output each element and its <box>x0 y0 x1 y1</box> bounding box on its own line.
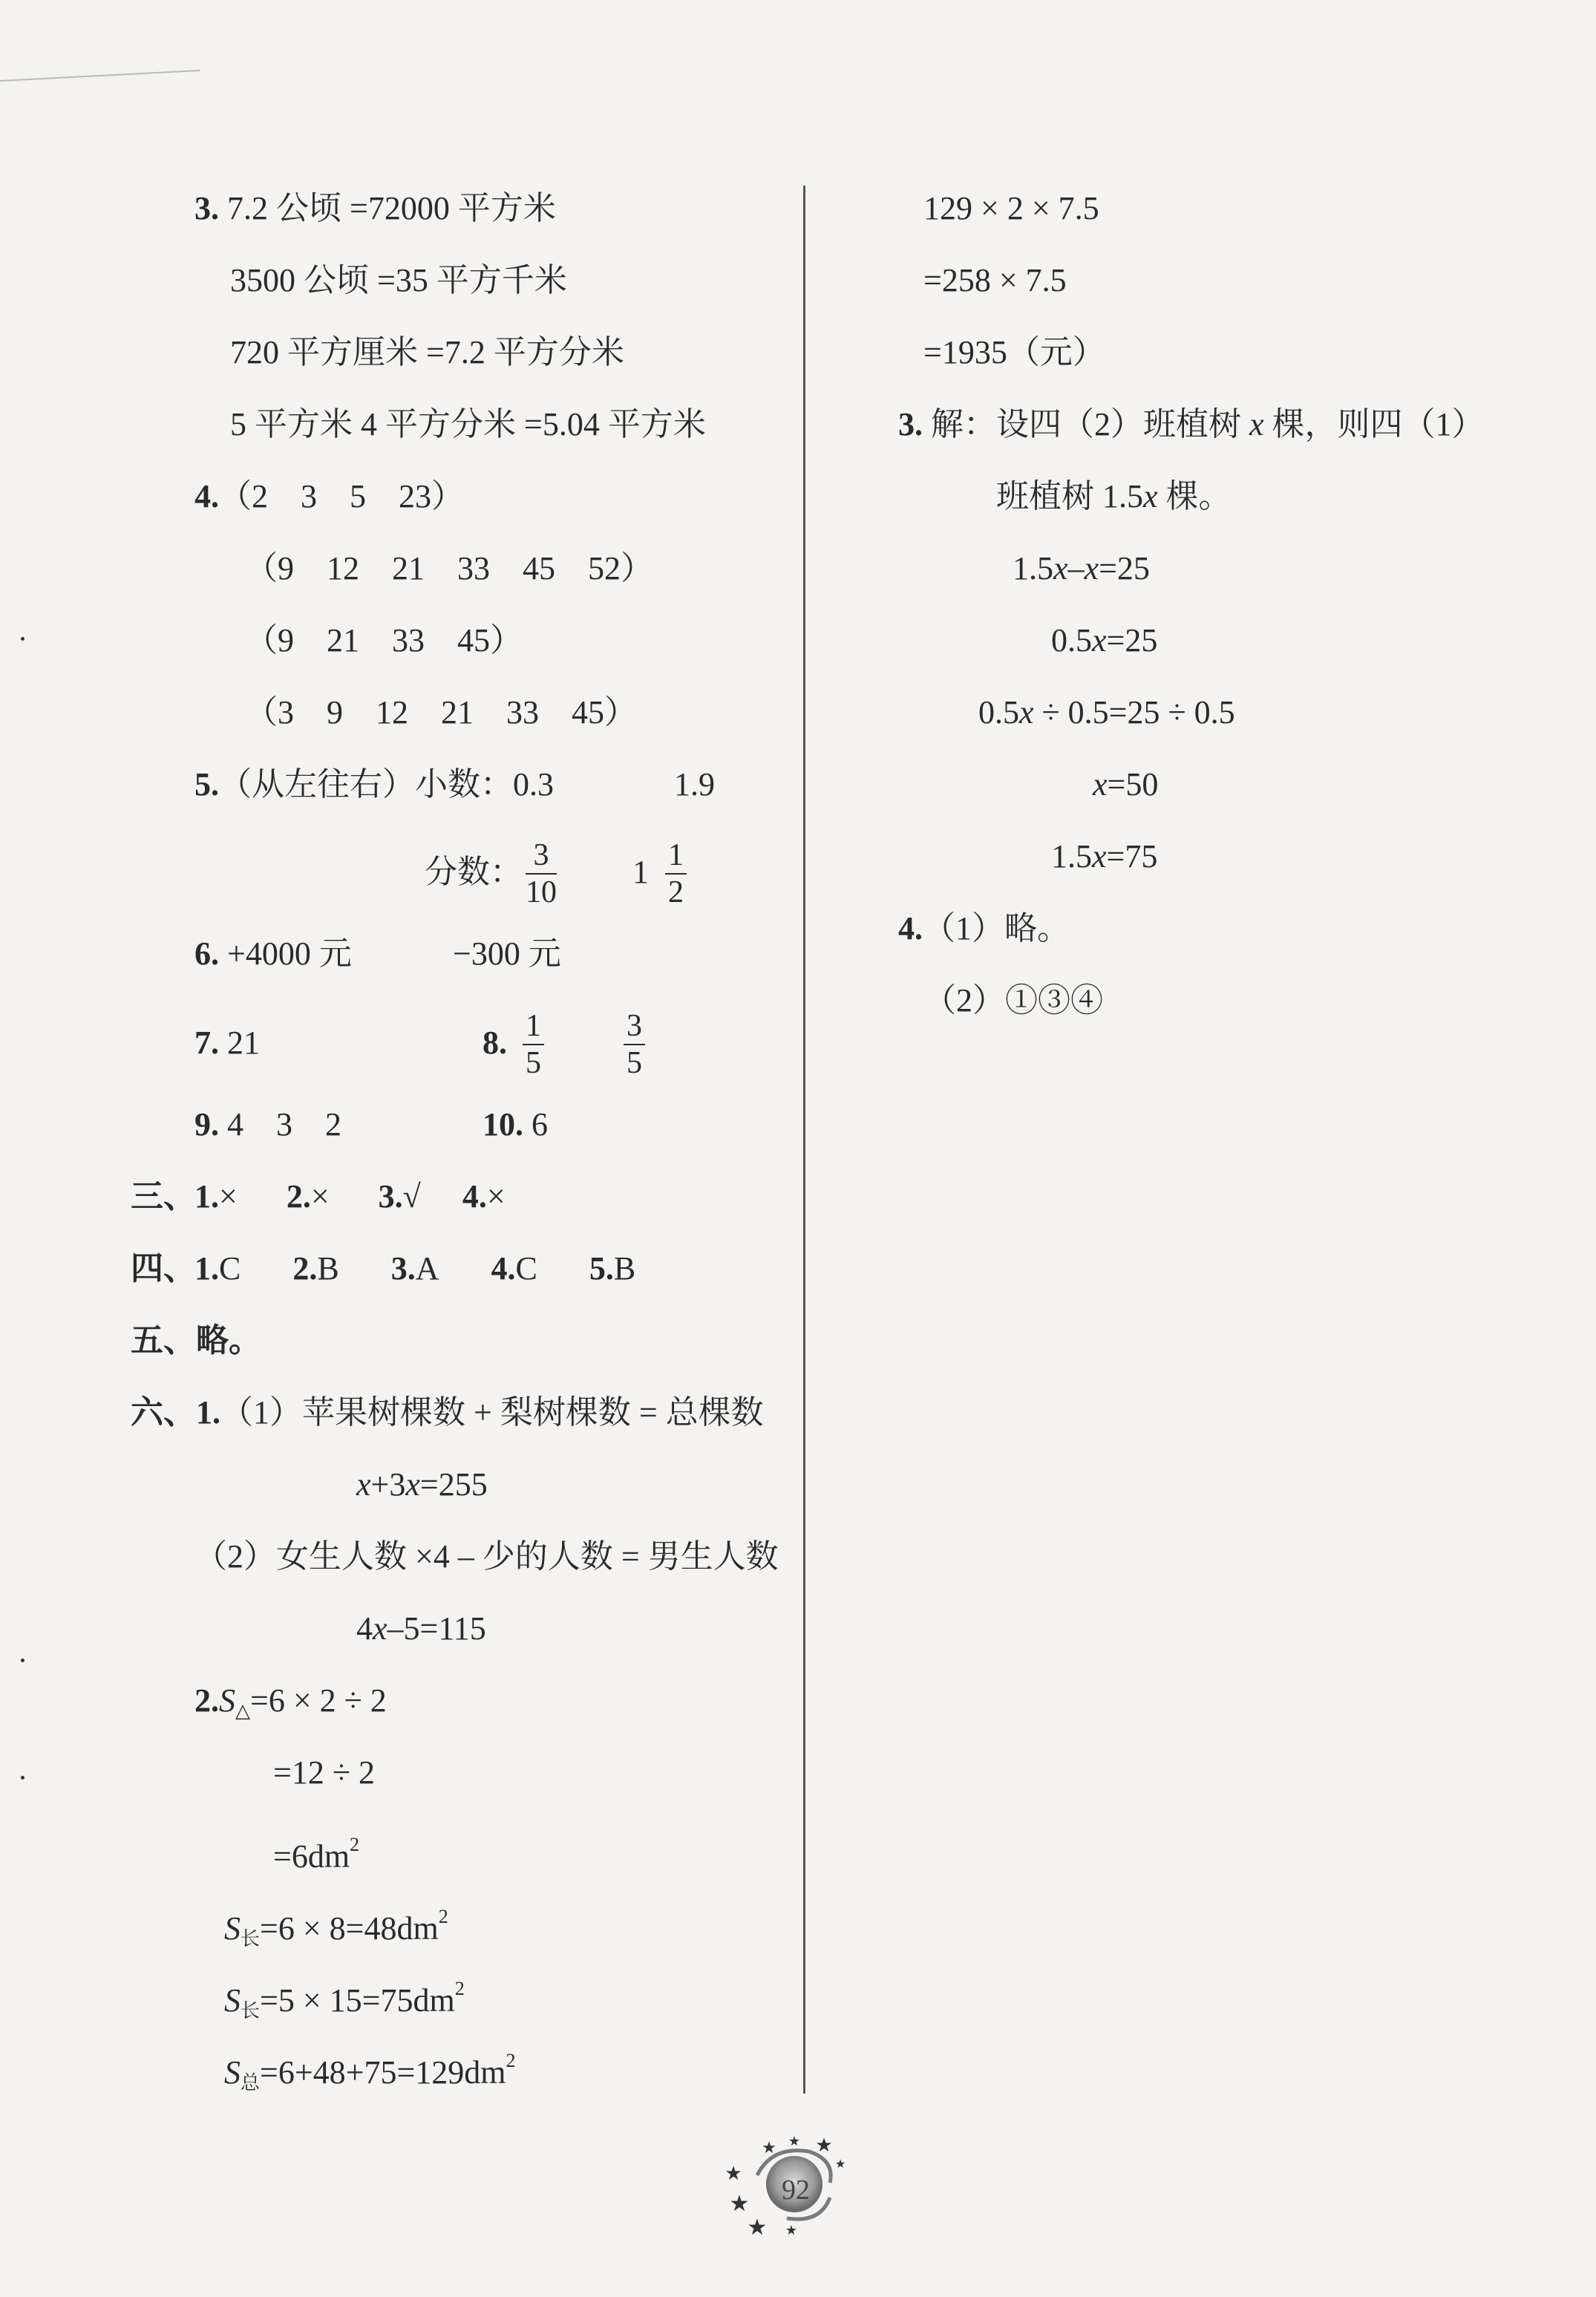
section-6-q2-line5: $S_长=5 \times 15=75dm^2$ <box>224 1978 465 2022</box>
right-equation-5: 1.5x=75 <box>1051 838 1158 875</box>
section-4-label: 四、 <box>131 1250 196 1287</box>
answer-5-decimal-2: 1.9 <box>674 766 715 803</box>
star-icon: ★ <box>729 2192 750 2216</box>
answer-4-line1: 4.（2 3 5 23） <box>194 478 464 514</box>
answer-3-line4: 5 平方米 4 平方分米 =5.04 平方米 <box>230 406 706 442</box>
answer-4-line2: （9 12 21 33 45 52） <box>245 550 653 586</box>
right-answer-4-line1: 4.（1）略。 <box>898 910 1070 947</box>
star-icon: ★ <box>747 2215 768 2240</box>
answer-3-line1: 3. 7.2 公顷 =72000 平方米 <box>194 190 556 226</box>
star-icon: ★ <box>788 2134 801 2149</box>
column-divider <box>803 186 805 2094</box>
answer-3-line3: 720 平方厘米 =7.2 平方分米 <box>230 334 624 370</box>
right-equation-2: 0.5x=25 <box>1051 622 1158 659</box>
star-icon: ★ <box>815 2134 833 2156</box>
right-answer-4-line2: （2）①③④ <box>923 982 1103 1019</box>
answer-5-fraction-2: $\frac{1}{2}$ <box>665 837 687 910</box>
page-number: 92 <box>782 2175 810 2206</box>
star-icon: ★ <box>725 2163 742 2184</box>
answer-5-whole: 1 <box>632 854 649 890</box>
right-calc-line1: 129 × 2 × 7.5 <box>923 190 1099 226</box>
scan-speck <box>21 1659 24 1662</box>
section-6-q2-line3: $=6dm^2$ <box>273 1834 360 1875</box>
answer-7: 7. 21 <box>194 1025 260 1061</box>
scan-edge-line <box>0 70 200 82</box>
section-6-q1-line3: （2）女生人数 ×4 – 少的人数 = 男生人数 <box>194 1538 779 1575</box>
right-answer-3-line1: 3. 解：设四（2）班植树 x 棵，则四（1） <box>898 406 1485 442</box>
section-6-q2-line6: $S_总=6+48+75=129dm^2$ <box>224 2050 516 2094</box>
scan-speck <box>21 1776 24 1780</box>
answer-6-negative: −300 元 <box>453 935 561 972</box>
right-calc-line3: =1935（元） <box>923 334 1105 370</box>
answer-5-decimals: 5.（从左往右）小数：0.3 <box>194 766 554 803</box>
right-calc-line2: =258 × 7.5 <box>923 262 1067 298</box>
answer-9: 9. 4 3 2 <box>194 1106 341 1143</box>
section-3-label: 三、 <box>131 1178 196 1215</box>
section-6-q1-equation: x+3x=255 <box>356 1466 488 1503</box>
answer-5-fraction-label: 分数： <box>425 854 523 890</box>
answer-4-line3: （9 21 33 45） <box>245 622 523 659</box>
section-6-q2-line1: $2.S_\triangle=6 \times 2 \div 2$ <box>194 1682 387 1722</box>
section-6-q2-line4: $S_长=6 \times 8=48dm^2$ <box>224 1906 448 1950</box>
answer-10: 10. 6 <box>483 1106 548 1143</box>
answer-6: 6. +4000 元 <box>194 935 352 972</box>
star-icon: ★ <box>785 2223 798 2238</box>
section-3-answers: 1.× 2.× 3.√ 4.× <box>194 1178 506 1215</box>
section-6-q1-line1: 六、1.（1）苹果树棵数 + 梨树棵数 = 总棵数 <box>131 1394 764 1431</box>
right-equation-4: x=50 <box>1093 766 1159 803</box>
right-equation-1: 1.5x–x=25 <box>1013 550 1150 586</box>
answer-4-line4: （3 9 12 21 33 45） <box>245 694 637 731</box>
right-answer-3-line2: 班植树 1.5x 棵。 <box>996 478 1232 514</box>
star-icon: ★ <box>762 2138 776 2157</box>
section-5: 五、略。 <box>131 1322 261 1359</box>
right-equation-3: 0.5x ÷ 0.5=25 ÷ 0.5 <box>978 694 1235 731</box>
scan-speck <box>21 637 24 641</box>
section-6-q1-equation-2: 4x–5=115 <box>356 1610 486 1647</box>
answer-3-line2: 3500 公顷 =35 平方千米 <box>230 262 567 298</box>
answer-8-fraction-1: $\frac{1}{5}$ <box>523 1008 544 1081</box>
answer-8-fraction-2: $\frac{3}{5}$ <box>624 1008 645 1081</box>
section-4-answers: 1.C 2.B 3.A 4.C 5.B <box>194 1250 636 1287</box>
answer-8-label: 8. <box>483 1025 507 1061</box>
star-icon: ★ <box>834 2158 846 2171</box>
section-6-q2-line2: =12 ÷ 2 <box>273 1754 375 1791</box>
answer-5-fraction-1: $\frac{3}{10}$ <box>526 838 557 909</box>
